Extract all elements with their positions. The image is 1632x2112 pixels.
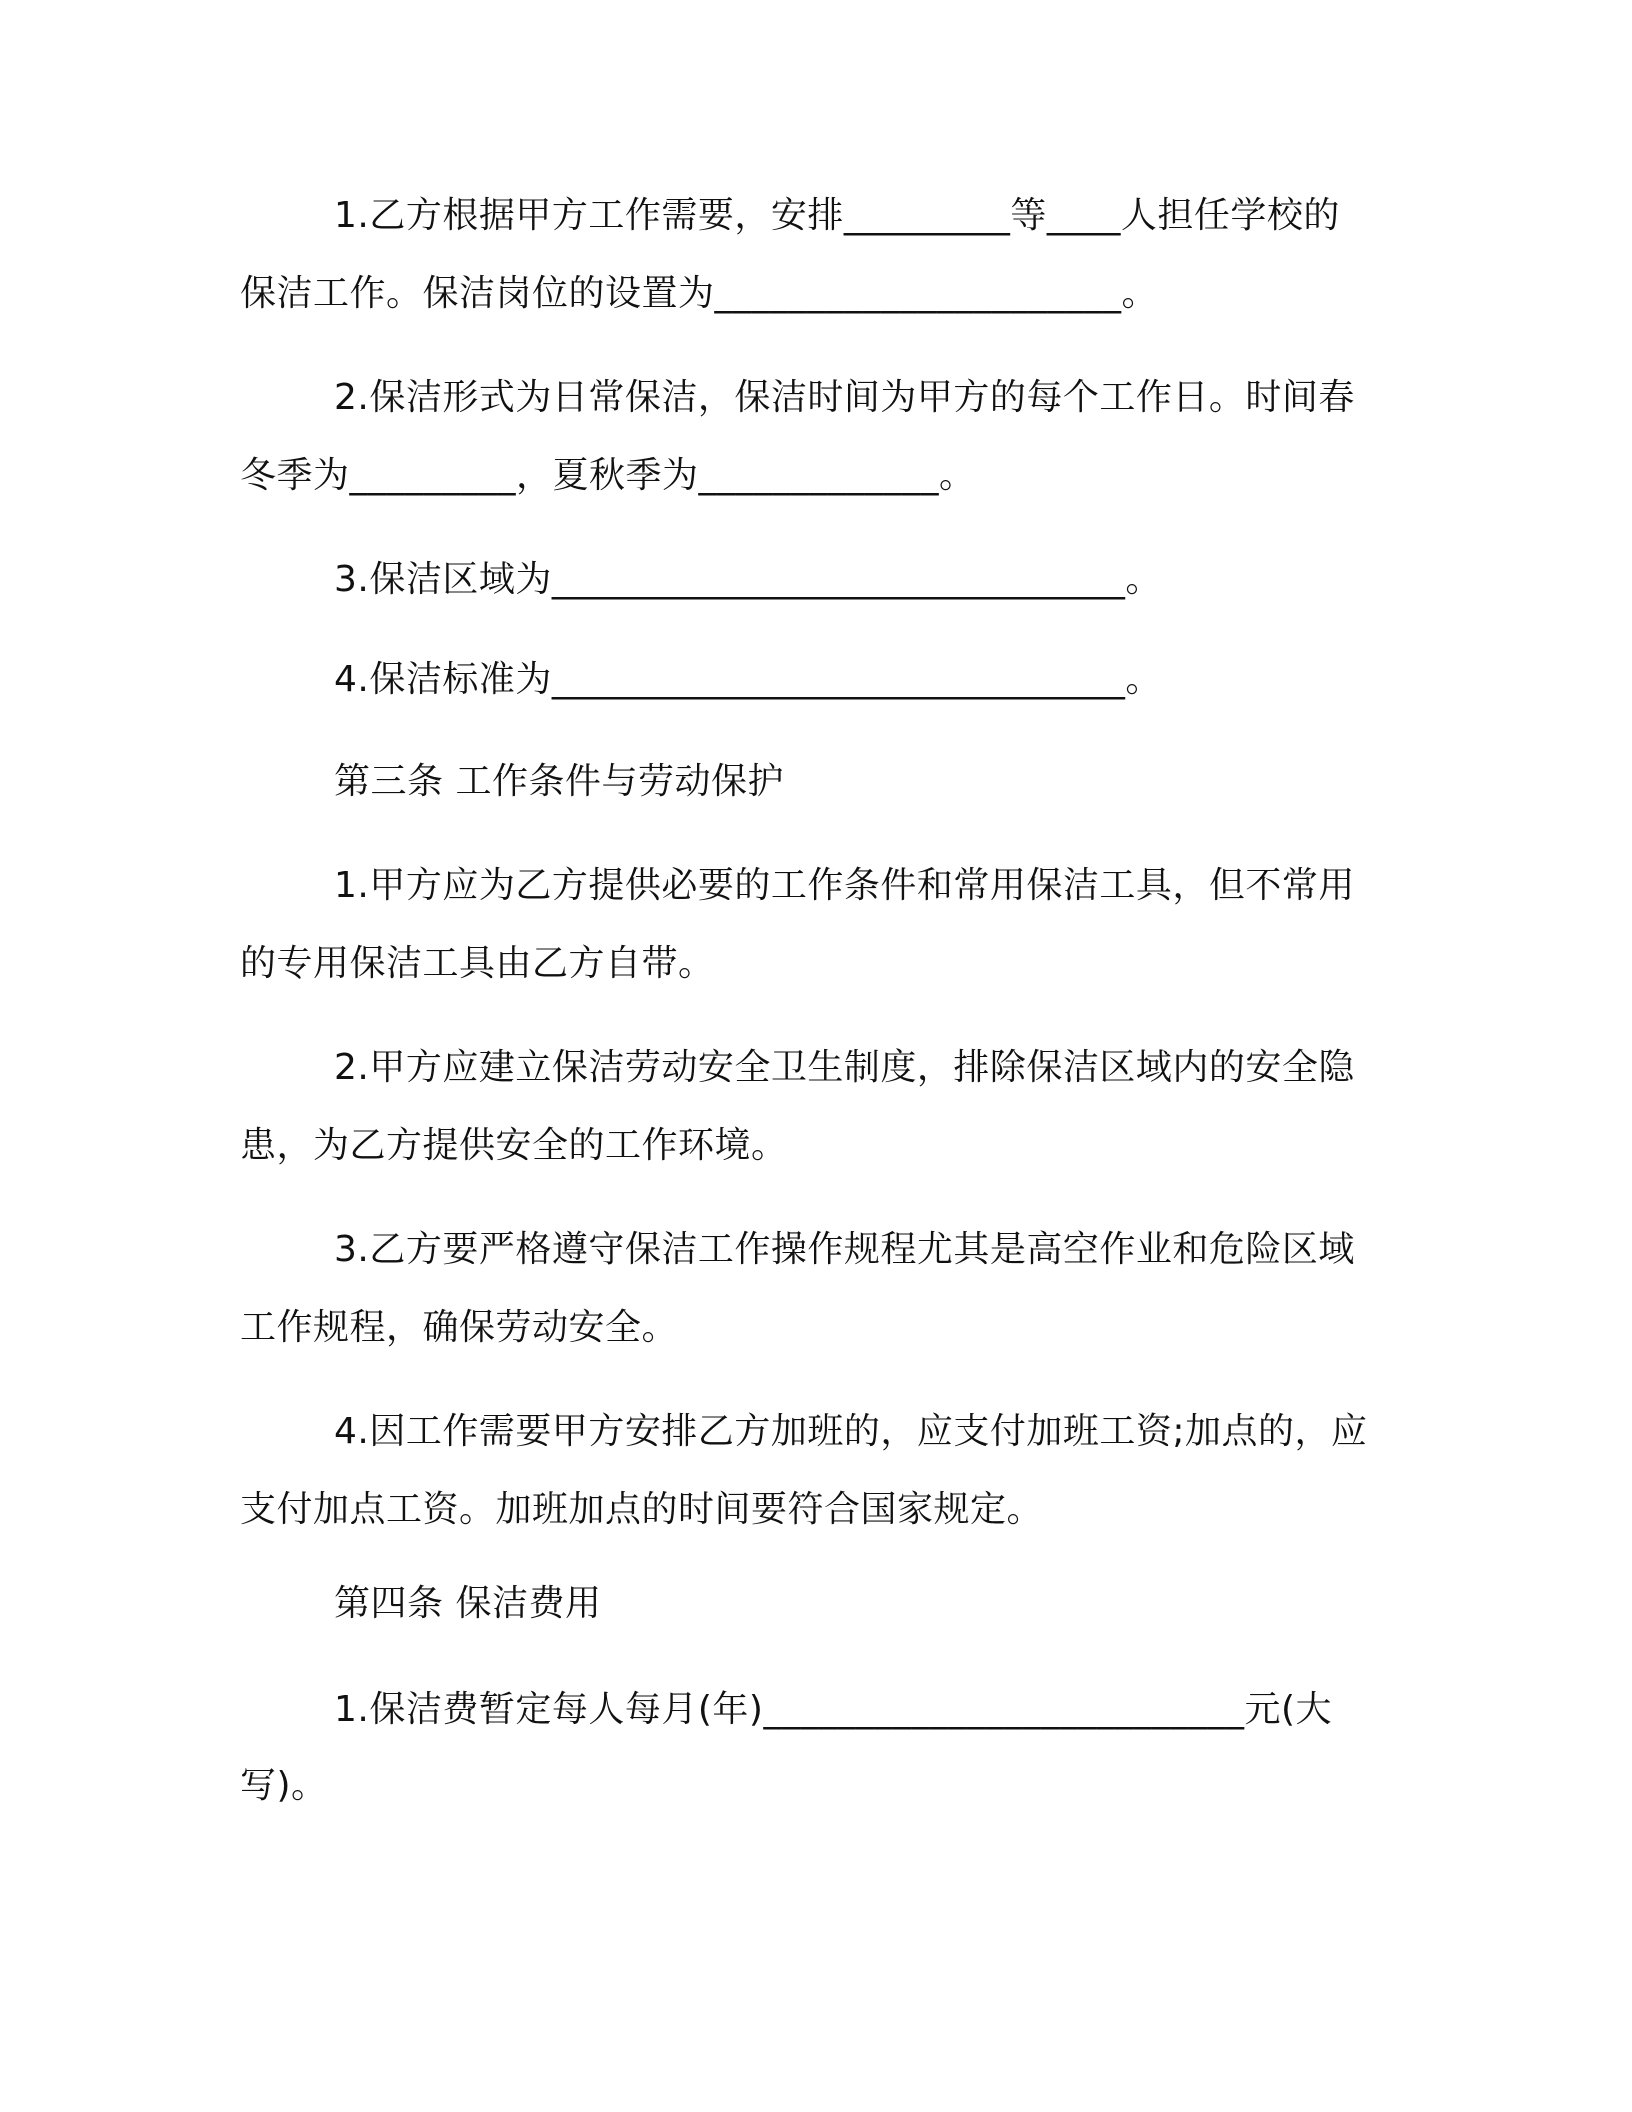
clause-2-item-1-line-2: 保洁工作。保洁岗位的设置为______________________。 bbox=[240, 273, 1159, 314]
clause-2-item-2-line-2: 冬季为_________，夏秋季为_____________。 bbox=[240, 455, 976, 496]
clause-3-item-2-line-1: 2.甲方应建立保洁劳动安全卫生制度，排除保洁区域内的安全隐 bbox=[334, 1047, 1355, 1088]
clause-3-item-1-line-2: 的专用保洁工具由乙方自带。 bbox=[240, 943, 715, 984]
clause-4-item-1-line-1: 1.保洁费暂定每人每月(年)__________________________元(大 bbox=[334, 1689, 1332, 1730]
clause-3-item-4-line-1: 4.因工作需要甲方安排乙方加班的，应支付加班工资;加点的，应 bbox=[334, 1411, 1368, 1452]
section-heading-article-3: 第三条 工作条件与劳动保护 bbox=[334, 761, 784, 802]
clause-2-item-3: 3.保洁区域为_______________________________。 bbox=[334, 559, 1162, 600]
clause-4-item-1-line-2: 写)。 bbox=[240, 1765, 328, 1806]
clause-3-item-1-line-1: 1.甲方应为乙方提供必要的工作条件和常用保洁工具，但不常用 bbox=[334, 865, 1355, 906]
clause-2-item-4: 4.保洁标准为_______________________________。 bbox=[334, 659, 1162, 700]
clause-3-item-3-line-1: 3.乙方要严格遵守保洁工作操作规程尤其是高空作业和危险区域 bbox=[334, 1229, 1355, 1270]
clause-3-item-3-line-2: 工作规程，确保劳动安全。 bbox=[240, 1307, 679, 1348]
clause-3-item-2-line-2: 患，为乙方提供安全的工作环境。 bbox=[240, 1125, 788, 1166]
clause-3-item-4-line-2: 支付加点工资。加班加点的时间要符合国家规定。 bbox=[240, 1489, 1044, 1530]
clause-2-item-1-line-1: 1.乙方根据甲方工作需要，安排_________等____人担任学校的 bbox=[334, 195, 1340, 236]
clause-2-item-2-line-1: 2.保洁形式为日常保洁，保洁时间为甲方的每个工作日。时间春 bbox=[334, 377, 1355, 418]
section-heading-article-4: 第四条 保洁费用 bbox=[334, 1583, 602, 1624]
